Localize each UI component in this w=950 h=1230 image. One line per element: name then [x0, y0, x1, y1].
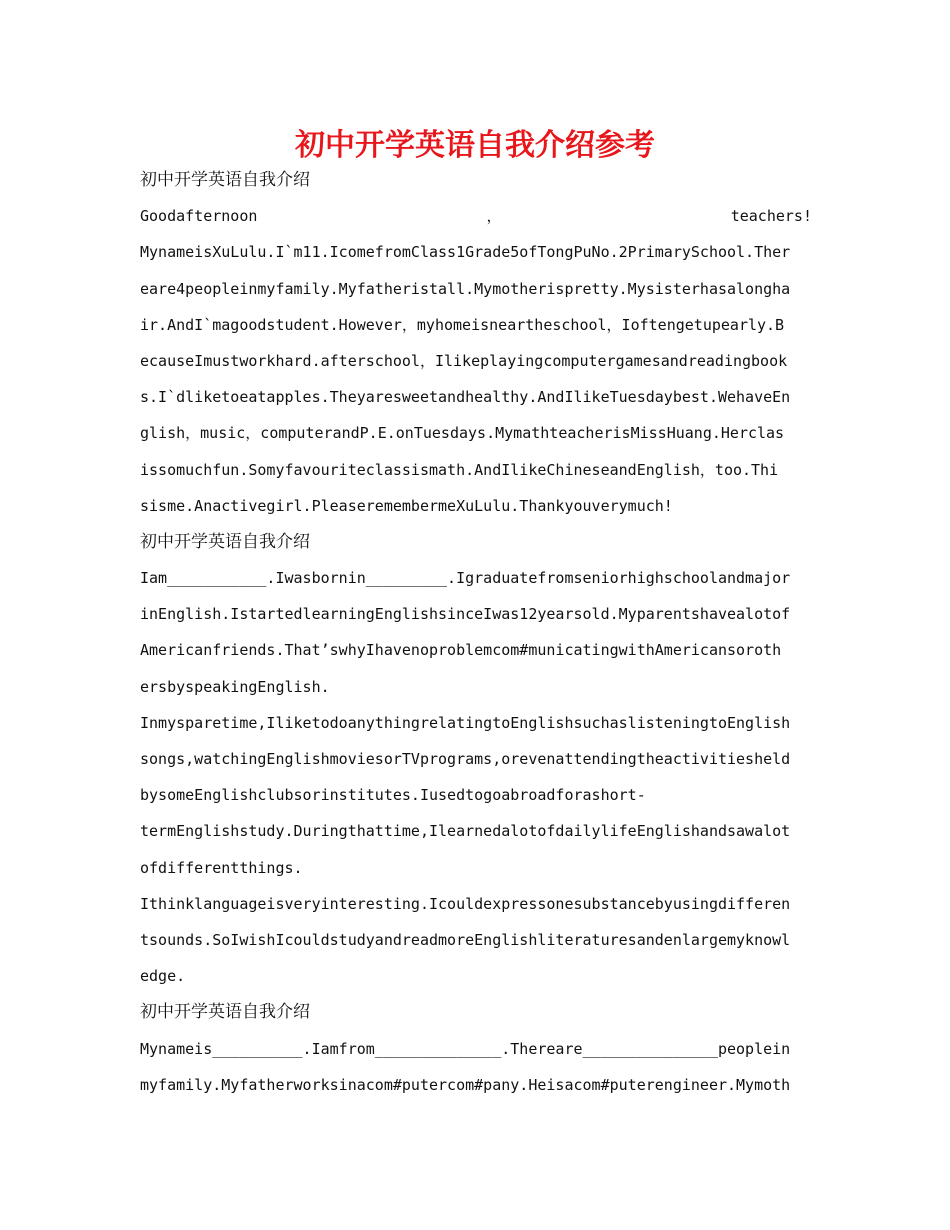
text-line: Inmysparetime,IliketodoanythingrelatingtoEnglishsuchaslisteningtoEnglish: [140, 713, 791, 732]
section-heading-3: 初中开学英语自我介绍: [140, 1002, 310, 1023]
text-line: Iam___________.Iwasbornin_________.Igraduatefromseniorhighschoolandmajor: [140, 569, 791, 588]
text-line: myfamily.Myfatherworksinacom#putercom#pany.Heisacom#puterengineer.Mymoth: [140, 1075, 791, 1094]
text-line: tsounds.SoIwishIcouldstudyandreadmoreEnglishliteraturesandenlargemyknowl: [140, 930, 791, 949]
text-line: MynameisXuLulu.I`m11.IcomefromClass1Grade5ofTongPuNo.2PrimarySchool.Ther: [140, 243, 791, 262]
text-line: songs,watchingEnglishmoviesorTVprograms,orevenattendingtheactivitiesheld: [140, 750, 791, 768]
text-line: Americanfriends.That’swhyIhavenoproblemcom#municatingwithAmericansoroth: [140, 641, 782, 660]
text-line: s.I`dliketoeatapples.Theyaresweetandhealthy.AndIlikeTuesdaybest.WehaveEn: [140, 388, 791, 407]
text-line: issomuchfun.Somyfavouriteclassismath.AndIlikeChineseandEnglish，too.Thi: [140, 460, 779, 479]
text-line: sisme.Anactivegirl.PleaseremembermeXuLulu.Thankyouverymuch!: [140, 496, 673, 515]
text-line: termEnglishstudy.Duringthattime,IlearnedalotofdailylifeEnglishandsawalot: [140, 822, 791, 841]
greeting-comma: ，: [486, 207, 502, 226]
greeting-part: teachers!: [730, 207, 812, 226]
section-heading-2: 初中开学英语自我介绍: [140, 531, 310, 552]
text-line: ersbyspeakingEnglish.: [140, 677, 330, 696]
text-line: Ithinklanguageisveryinteresting.Icouldexpressonesubstancebyusingdifferen: [140, 894, 791, 913]
greeting-part: Goodafternoon: [140, 207, 258, 226]
section-heading-1: 初中开学英语自我介绍: [140, 170, 310, 190]
text-line: glish，music，computerandP.E.onTuesdays.MymathteacherisMissHuang.Herclas: [140, 424, 785, 443]
text-line: ecauseImustworkhard.afterschool，Ilikeplayingcomputergamesandreadingbook: [140, 351, 788, 370]
text-line: ir.AndI`magoodstudent.However，myhomeisneartheschool，Ioftengetupearly.B: [140, 315, 785, 334]
greeting-line: [140, 198, 812, 234]
text-line: edge.: [140, 967, 186, 986]
text-line: ofdifferentthings.: [140, 858, 303, 877]
text-line: Mynameis__________.Iamfrom______________.Thereare_______________peoplein: [140, 1039, 791, 1058]
text-line: eare4peopleinmyfamily.Myfatheristall.Mymotherispretty.Mysisterhasalongha: [140, 279, 791, 298]
document-title: 初中开学英语自我介绍参考: [295, 128, 655, 163]
document-body: [140, 162, 812, 1103]
text-line: bysomeEnglishclubsorinstitutes.Iusedtogoabroadforashort-: [140, 786, 646, 805]
text-line: inEnglish.IstartedlearningEnglishsinceIwas12yearsold.Myparentshavealotof: [140, 605, 791, 624]
